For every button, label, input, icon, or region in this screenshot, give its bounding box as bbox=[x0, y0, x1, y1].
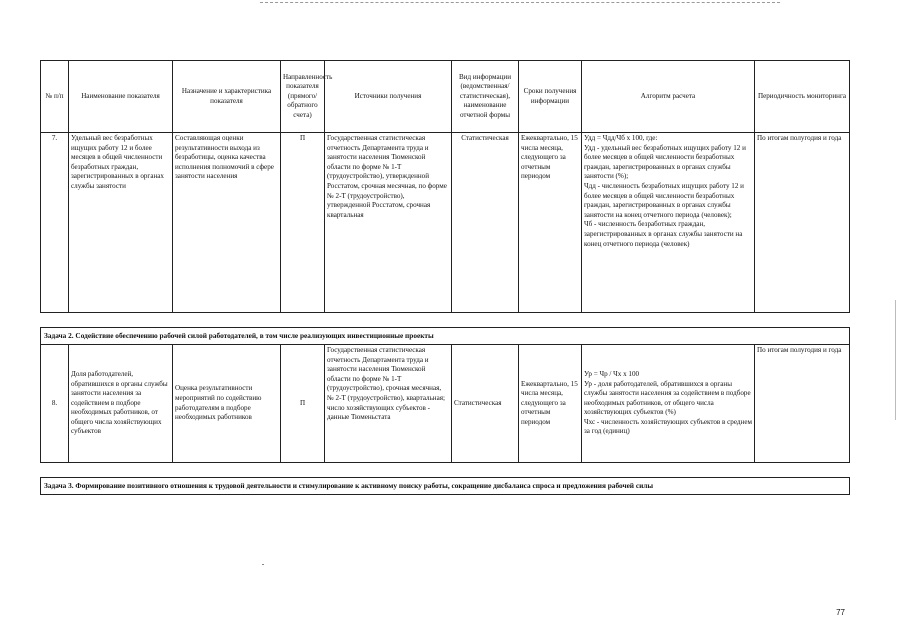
row8-name: Доля работодателей, обратившихся в органы службы занятости населения за содействием в подборе необходимых работников, от общего числа хозяйствующих субъектов bbox=[69, 345, 173, 463]
header-algorithm: Алгоритм расчета bbox=[582, 61, 755, 133]
row8-deadline: Ежеквартально, 15 числа месяца, следующего за отчетным периодом bbox=[519, 345, 582, 463]
row7-periodicity: По итогам полугодия и года bbox=[755, 133, 850, 313]
row7-purpose: Составляющая оценки результативности выхода из безработицы, оценка качества исполнения полномочий в сфере занятости населения bbox=[173, 133, 281, 313]
header-sources: Источники получения bbox=[325, 61, 452, 133]
spacer-cell bbox=[41, 463, 850, 478]
header-deadline: Сроки получения информации bbox=[519, 61, 582, 133]
page-number: 77 bbox=[836, 608, 845, 617]
header-periodicity: Периодичность мониторинга bbox=[755, 61, 850, 133]
row7-algorithm: Удд = Чдд/Чб х 100, где: Удд - удельный вес безработных ищущих работу 12 и более месяцев в общей численности безработных граждан, зарегистрированных в органах службы занятости (%); Чдд - численность безработных ищущих работу 12 и более месяцев в общей численности безработных граждан, зарегистрированных в органах службы занятости на конец отчетного периода (человек); Чб - численность безработных граждан, зарегистрированных в органах службы занятости на конец отчетного периода (человек) bbox=[582, 133, 755, 313]
row8-purpose: Оценка результативности мероприятий по содействию работодателям в подборе необходимых работников bbox=[173, 345, 281, 463]
table-row bbox=[41, 133, 850, 313]
task-2-heading: Задача 2. Содействие обеспечению рабочей силой работодателей, в том числе реализующих инвестиционные проекты bbox=[41, 328, 850, 345]
row8-sources: Государственная статистическая отчетность Департамента труда и занятости населения Тюменской области по форме № 1-Т (трудоустройство), срочная месячная, № 2-Т (трудоустройство), квартальная; число хозяйствующих субъектов - данные Тюменьстата bbox=[325, 345, 452, 463]
header-direction: Направленность показателя (прямого/обратного счета) bbox=[281, 61, 325, 133]
row7-info-type: Статистическая bbox=[452, 133, 519, 313]
indicators-table bbox=[40, 60, 850, 495]
row7-sources: Государственная статистическая отчетность Департамента труда и занятости населения Тюменской области по форме № 1-Т (трудоустройство), утвержденной Росстатом, срочная месячная, по форме № 2-Т (трудоустройство), утвержденной Росстатом, срочная квартальная bbox=[325, 133, 452, 313]
row8-num: 8. bbox=[41, 345, 69, 463]
header-name: Наименование показателя bbox=[69, 61, 173, 133]
task-row bbox=[41, 478, 850, 495]
spacer-row bbox=[41, 313, 850, 328]
header-purpose: Назначение и характеристика показателя bbox=[173, 61, 281, 133]
scan-right-mark bbox=[895, 300, 896, 420]
header-num: № п/п bbox=[41, 61, 69, 133]
table-header-row bbox=[41, 61, 850, 133]
row7-name: Удельный вес безработных ищущих работу 12 и более месяцев в общей численности безработных граждан, зарегистрированных в органах службы занятости bbox=[69, 133, 173, 313]
task-row bbox=[41, 328, 850, 345]
scan-speck bbox=[262, 564, 264, 565]
row7-num: 7. bbox=[41, 133, 69, 313]
row8-direction: П bbox=[281, 345, 325, 463]
task-3-heading: Задача 3. Формирование позитивного отношения к трудовой деятельности и стимулирование к активному поиску работы, сокращение дисбаланса спроса и предложения рабочей силы bbox=[41, 478, 850, 495]
row8-periodicity: По итогам полугодия и года bbox=[755, 345, 850, 463]
row7-deadline: Ежеквартально, 15 числа месяца, следующего за отчетным периодом bbox=[519, 133, 582, 313]
row7-direction: П bbox=[281, 133, 325, 313]
spacer-row bbox=[41, 463, 850, 478]
scan-top-edge bbox=[260, 2, 780, 3]
header-info-type: Вид информации (ведомственная/статистическая), наименование отчетной формы bbox=[452, 61, 519, 133]
spacer-cell bbox=[41, 313, 850, 328]
row8-info-type: Статистическая bbox=[452, 345, 519, 463]
table-row bbox=[41, 345, 850, 463]
row8-algorithm: Ур = Чр / Чх х 100 Ур - доля работодателей, обратившихся в органы службы занятости населения за содействием в подборе необходимых работников, от общего числа хозяйствующих субъектов (%) Чхс - численность хозяйствующих субъектов в среднем за год (единиц) bbox=[582, 345, 755, 463]
